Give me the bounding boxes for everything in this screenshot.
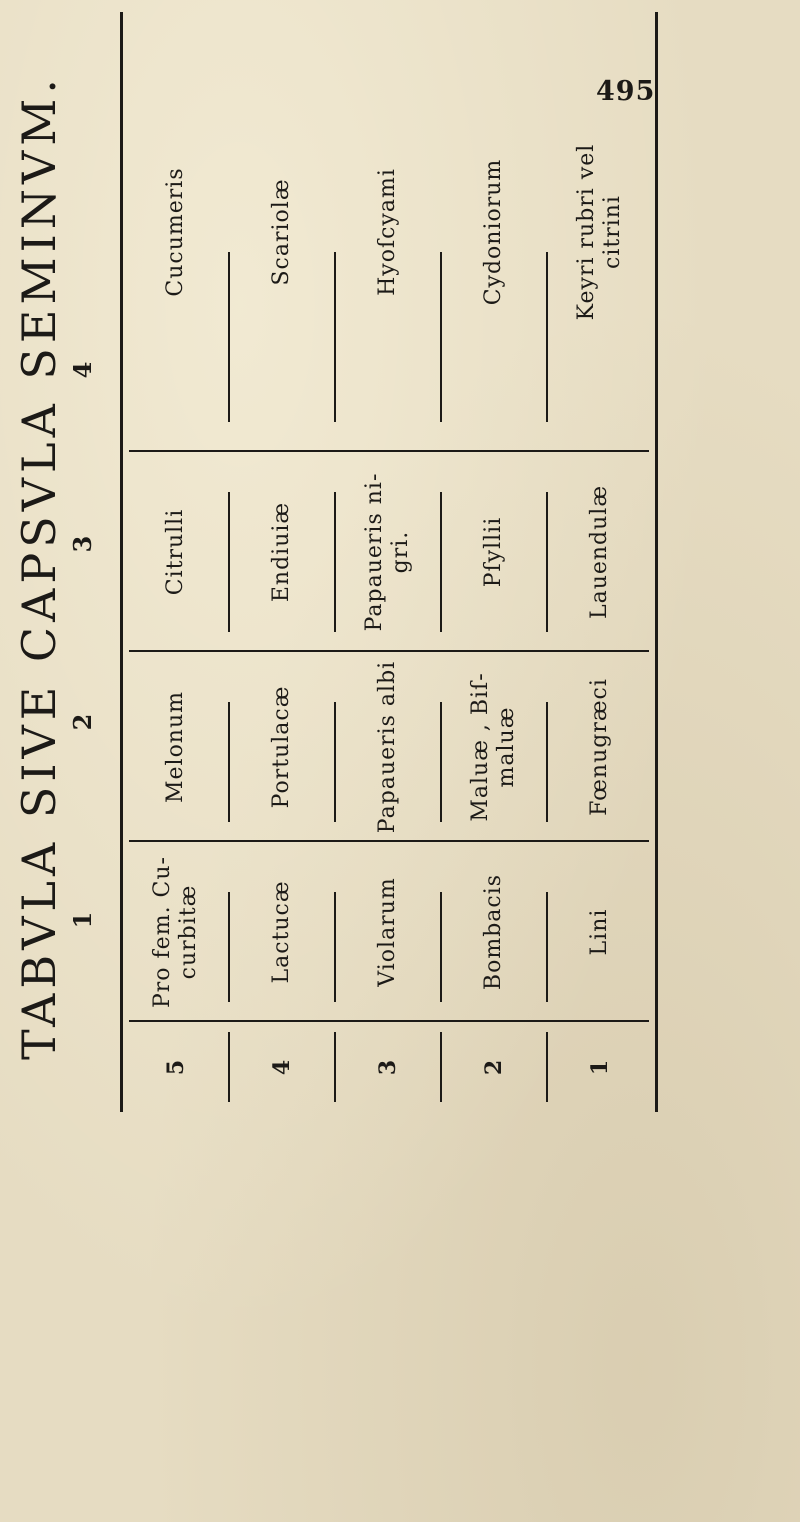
table-row: [547, 12, 656, 1112]
row-rule: [228, 1032, 230, 1102]
table-title: TABVLA SIVE CAPSVLA SEMINVM.: [12, 74, 66, 1060]
table-cell: Keyri rubri vel citrini: [574, 143, 625, 321]
row-rule: [440, 252, 442, 422]
row-rule: [440, 1032, 442, 1102]
row-rule: [334, 1032, 336, 1102]
row-rule: [440, 492, 442, 632]
table-cell: Cucumeris: [163, 167, 188, 297]
column-rule: [129, 450, 649, 452]
row-number: 4: [269, 1058, 295, 1076]
row-rule: [228, 492, 230, 632]
table-cell: Scariolæ: [269, 178, 294, 286]
row-rule: [228, 702, 230, 822]
row-rule: [546, 702, 548, 822]
column-number-2: 2: [68, 713, 97, 731]
row-number: 3: [375, 1058, 401, 1076]
column-number-3: 3: [68, 535, 97, 553]
table-cell: Lactucæ: [269, 880, 294, 984]
column-rule: [129, 650, 649, 652]
table-row: [335, 12, 441, 1112]
table-cell: Lauendulæ: [587, 484, 612, 620]
row-rule: [228, 892, 230, 1002]
row-rule: [334, 492, 336, 632]
table-cell: Papaueris ni- gri.: [362, 472, 413, 632]
row-number: 2: [481, 1058, 507, 1076]
row-rule: [334, 252, 336, 422]
table-cell: Hyoſcyami: [375, 168, 400, 296]
page-number: 495: [596, 76, 656, 107]
row-rule: [440, 702, 442, 822]
row-rule: [546, 1032, 548, 1102]
table-cell: Cydoniorum: [481, 158, 506, 306]
column-number-4: 4: [68, 361, 97, 379]
table-cell: Papaueris albi: [375, 660, 400, 834]
column-number-1: 1: [68, 911, 97, 929]
table-cell: Portulacæ: [269, 685, 294, 809]
table-cell: Bombacis: [481, 873, 506, 991]
column-rule: [129, 1020, 649, 1022]
row-number: 1: [587, 1058, 613, 1076]
table-row: [123, 12, 229, 1112]
row-rule: [334, 702, 336, 822]
column-number-row: [68, 0, 108, 1522]
row-rule: [546, 492, 548, 632]
row-rule: [228, 252, 230, 422]
row-rule: [440, 892, 442, 1002]
table-row: [441, 12, 547, 1112]
row-rule: [334, 892, 336, 1002]
seed-table: [120, 12, 658, 1112]
table-cell: Maluæ , Biſ- maluæ: [468, 672, 519, 822]
row-rule: [546, 892, 548, 1002]
table-cell: Fœnugræci: [587, 678, 612, 816]
table-cell: Pſyllii: [481, 516, 506, 588]
column-rule: [129, 840, 649, 842]
table-cell: Violarum: [375, 877, 400, 987]
table-row: [229, 12, 335, 1112]
table-cell: Endiuiæ: [269, 501, 294, 603]
table-cell: Melonum: [163, 690, 188, 804]
row-number: 5: [163, 1058, 189, 1076]
table-cell: Lini: [587, 908, 612, 956]
table-cell: Citrulli: [163, 508, 188, 596]
table-cell: Pro fem. Cu- curbitæ: [150, 856, 201, 1009]
row-rule: [546, 252, 548, 422]
